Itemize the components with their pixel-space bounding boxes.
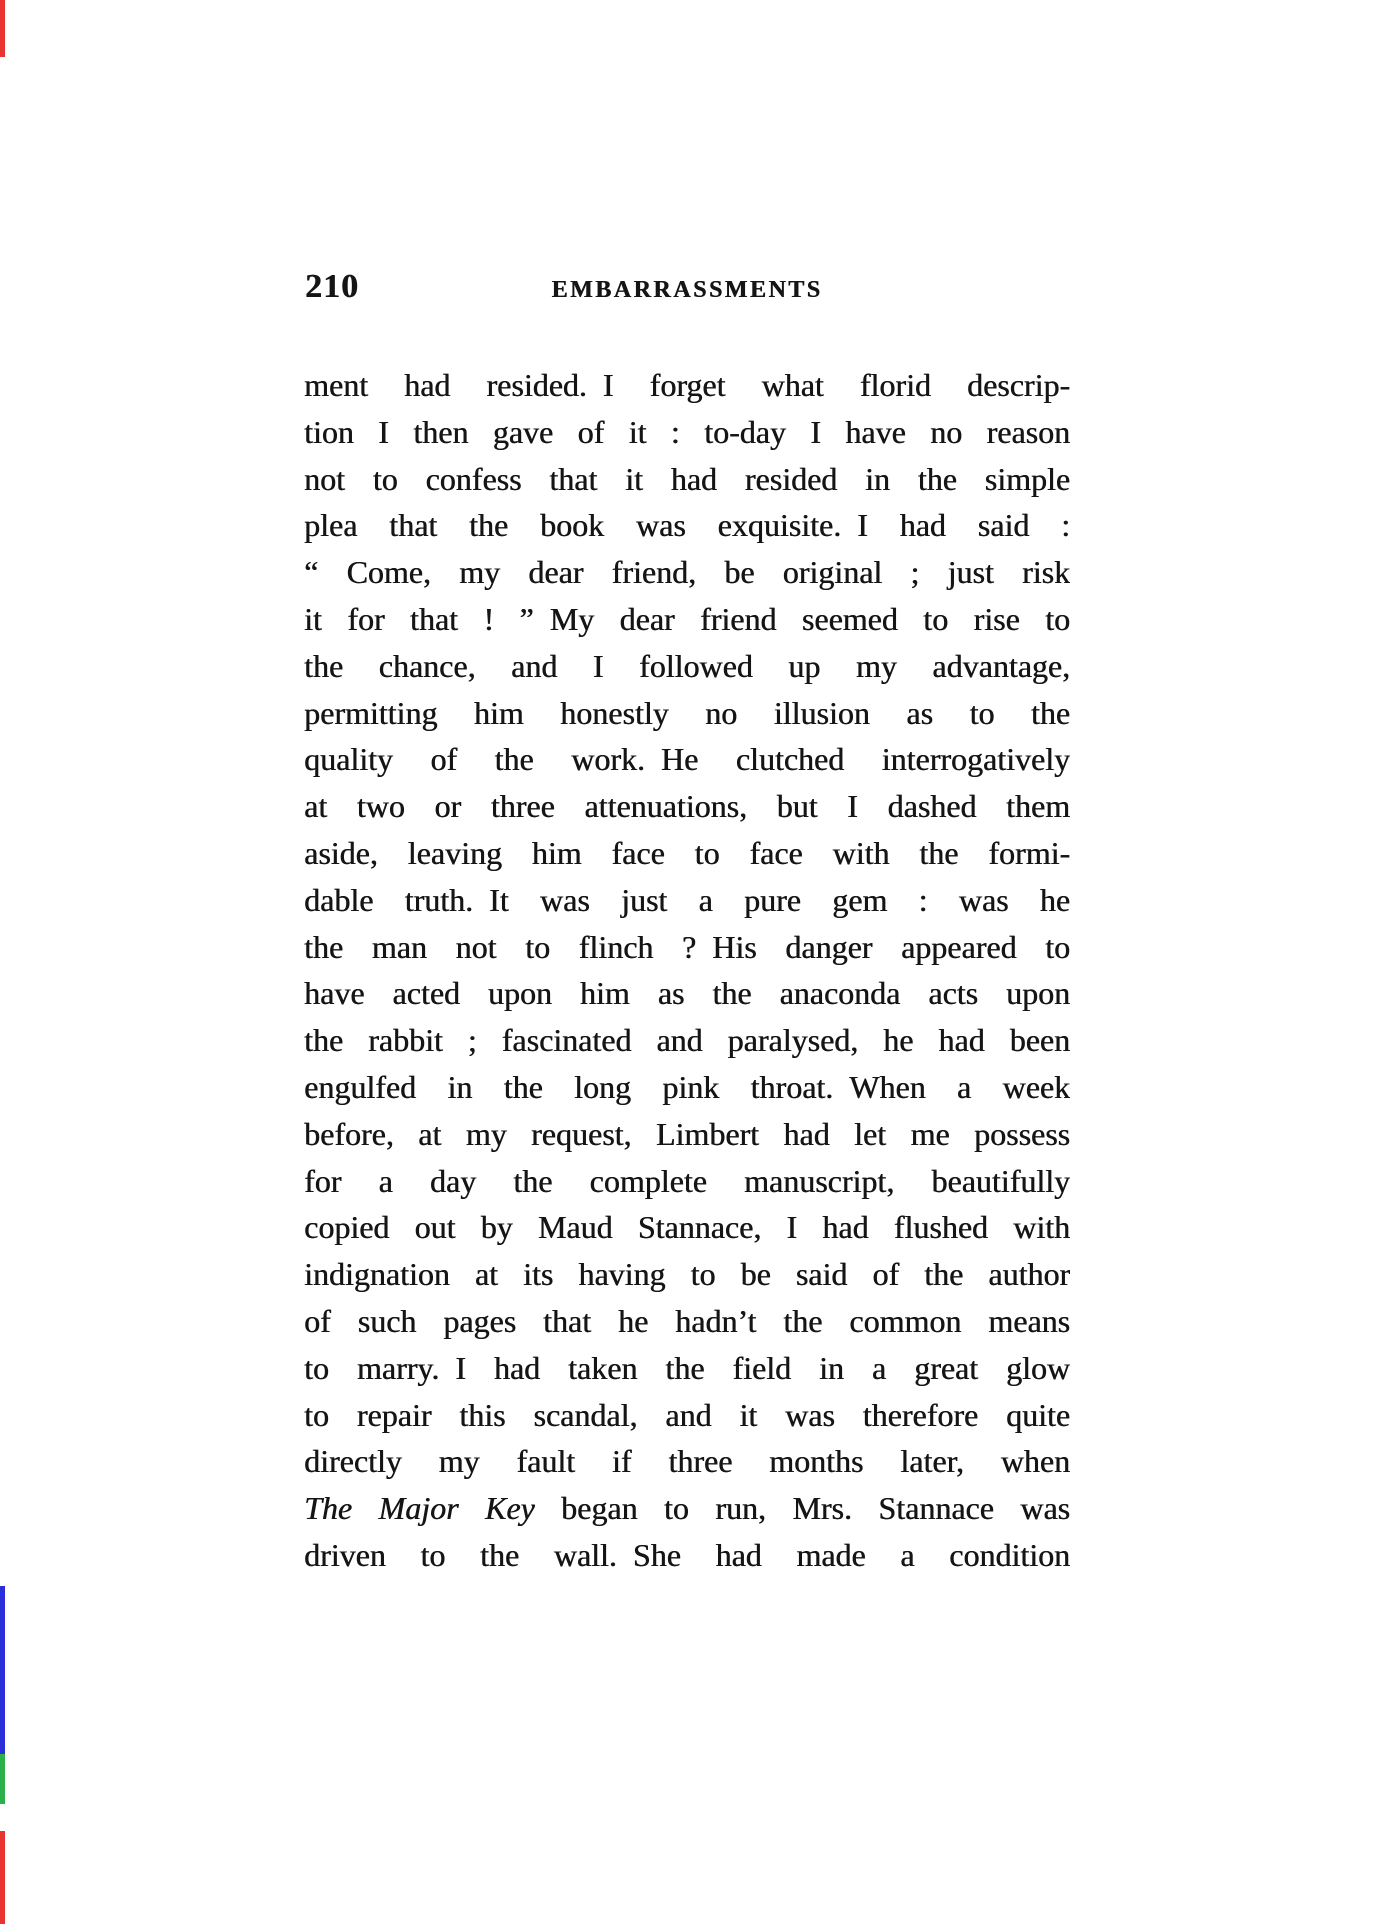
text-line (304, 1298, 1070, 1345)
text-line (304, 1111, 1070, 1158)
green-mark (0, 1754, 5, 1804)
text-segment: directly my fault if three months later, when (304, 1443, 1070, 1480)
text-line (304, 502, 1070, 549)
text-line (304, 1064, 1070, 1111)
text-line (304, 1158, 1070, 1205)
text-segment: the rabbit ; fascinated and paralysed, he had been (304, 1022, 1070, 1059)
text-line (304, 1017, 1070, 1064)
text-segment: at two or three attenuations, but I dashed them (304, 788, 1070, 825)
text-line (304, 830, 1070, 877)
text-line (304, 1392, 1070, 1439)
text-line (304, 924, 1070, 971)
red-top-mark (0, 0, 5, 57)
text-line (304, 1438, 1070, 1485)
text-segment: copied out by Maud Stannace, I had flushed with (304, 1209, 1070, 1246)
text-segment: aside, leaving him face to face with the formi- (304, 834, 1070, 871)
text-segment: permitting him honestly no illusion as to the (304, 694, 1070, 731)
text-segment: to marry. I had taken the field in a great glow (304, 1349, 1070, 1386)
text-line (304, 456, 1070, 503)
text-segment: to repair this scandal, and it was therefore quite (304, 1396, 1070, 1433)
text-segment: ment had resided. I forget what florid descrip- (304, 367, 1070, 403)
page-number: 210 (305, 268, 359, 305)
text-line (304, 970, 1070, 1017)
text-line (304, 362, 1070, 409)
text-segment: indignation at its having to be said of the author (304, 1256, 1070, 1293)
text-line (304, 596, 1070, 643)
text-line (304, 1204, 1070, 1251)
text-segment: “ Come, my dear friend, be original ; just risk (304, 554, 1070, 591)
text-line (304, 736, 1070, 783)
blue-mark (0, 1586, 5, 1754)
text-segment: the man not to flinch ? His danger appeared to (304, 928, 1070, 965)
text-segment: quality of the work. He clutched interrogatively (304, 741, 1070, 778)
text-segment: dable truth. It was just a pure gem : was he (304, 881, 1070, 918)
text-line (304, 643, 1070, 690)
page-text (304, 362, 1070, 1579)
text-segment: for a day the complete manuscript, beautifully (304, 1162, 1070, 1199)
running-title: EMBARRASSMENTS (551, 277, 823, 303)
text-segment: plea that the book was exquisite. I had said : (304, 507, 1070, 544)
text-segment: engulfed in the long pink throat. When a week (304, 1068, 1070, 1105)
text-line (304, 1532, 1070, 1579)
text-line (304, 1485, 1070, 1532)
text-segment: before, at my request, Limbert had let me possess (304, 1115, 1070, 1152)
text-line (304, 1251, 1070, 1298)
text-line (304, 877, 1070, 924)
text-line (304, 1345, 1070, 1392)
text-segment: not to confess that it had resided in the simple (304, 460, 1070, 497)
text-segment: tion I then gave of it : to-day I have no reason (304, 413, 1070, 450)
text-line (304, 549, 1070, 596)
text-segment: have acted upon him as the anaconda acts upon (304, 975, 1070, 1012)
text-segment: of such pages that he hadn’t the common means (304, 1302, 1070, 1339)
italic-book-title: The Major Key (304, 1490, 535, 1527)
text-segment: began to run, Mrs. Stannace was (534, 1490, 1070, 1527)
text-line (304, 409, 1070, 456)
text-line (304, 783, 1070, 830)
text-segment: the chance, and I followed up my advantage, (304, 647, 1070, 684)
text-line (304, 690, 1070, 737)
text-segment: it for that ! ” My dear friend seemed to rise to (304, 600, 1070, 637)
text-segment: driven to the wall. She had made a condition (304, 1536, 1070, 1573)
page-header (304, 266, 1070, 304)
red-bottom-mark (0, 1831, 5, 1924)
